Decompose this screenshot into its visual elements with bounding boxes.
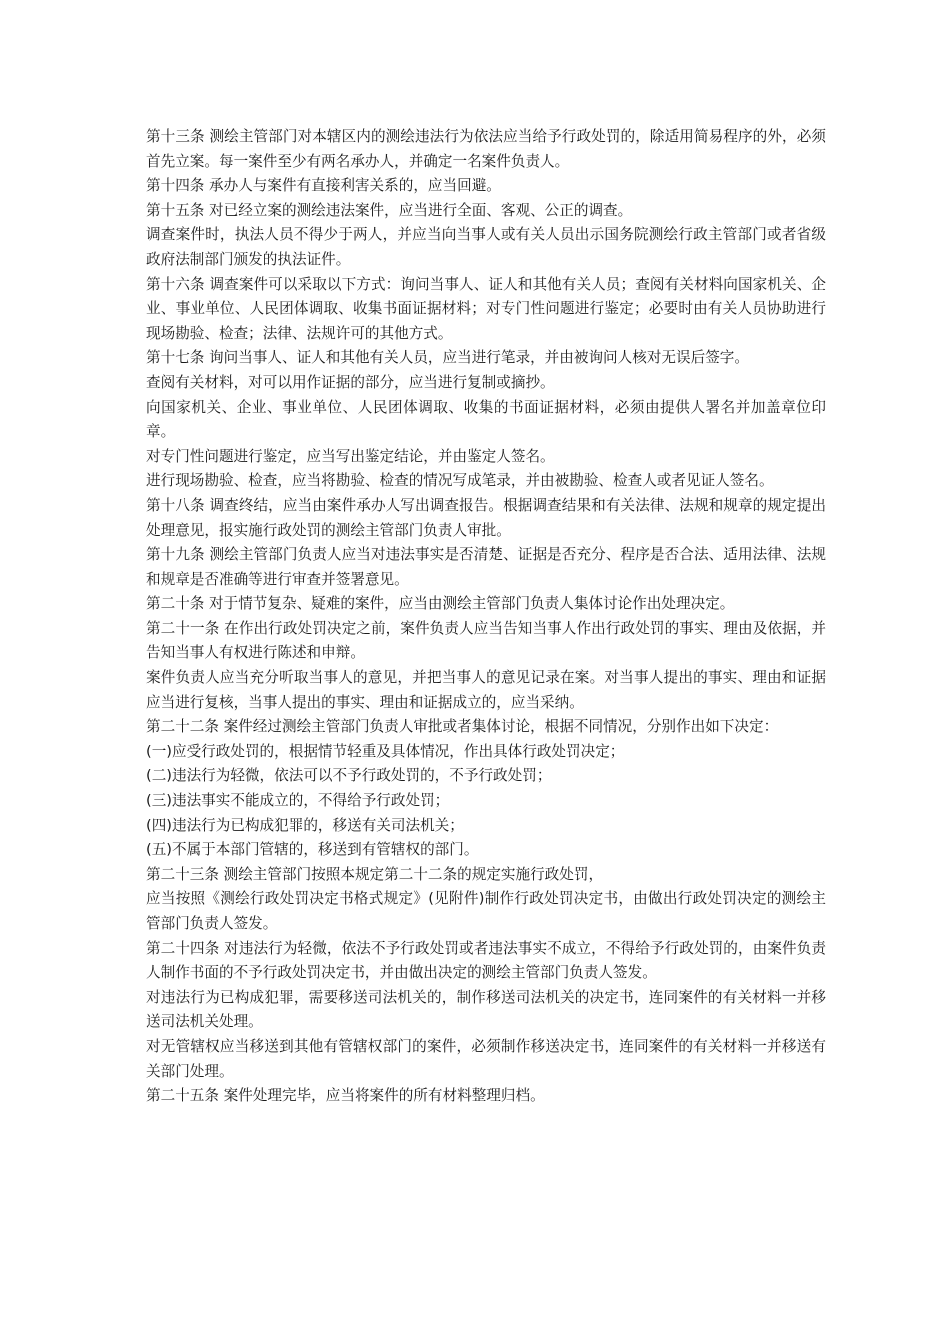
paragraph: 第十五条 对已经立案的测绘违法案件，应当进行全面、客观、公正的调查。 bbox=[146, 201, 633, 219]
paragraph: 调查案件时，执法人员不得少于两人，并应当向当事人或有关人员出示国务院测绘行政主管部门或者省级政府法制部门颁发的执法证件。 bbox=[146, 226, 826, 268]
paragraph: 第十四条 承办人与案件有直接利害关系的，应当回避。 bbox=[146, 177, 501, 195]
paragraph: 第二十条 对于情节复杂、疑难的案件，应当由测绘主管部门负责人集体讨论作出处理决定。 bbox=[146, 595, 735, 613]
paragraph: 对无管辖权应当移送到其他有管辖权部门的案件，必须制作移送决定书，连同案件的有关材料一并移送有关部门处理。 bbox=[146, 1037, 826, 1080]
list-item: (四)违法行为已构成犯罪的，移送有关司法机关； bbox=[146, 816, 464, 834]
list-item: (五)不属于本部门管辖的，移送到有管辖权的部门。 bbox=[146, 841, 479, 859]
paragraph: 查阅有关材料，对可以用作证据的部分，应当进行复制或摘抄。 bbox=[146, 373, 555, 391]
paragraph: 第二十三条 测绘主管部门按照本规定第二十二条的规定实施行政处罚， bbox=[146, 865, 604, 883]
paragraph: 第十三条 测绘主管部门对本辖区内的测绘违法行为依法应当给予行政处罚的，除适用简易程序的外，必须首先立案。每一案件至少有两名承办人，并确定一名案件负责人。 bbox=[146, 128, 826, 170]
paragraph: 第二十五条 案件处理完毕，应当将案件的所有材料整理归档。 bbox=[146, 1087, 545, 1105]
paragraph: 案件负责人应当充分听取当事人的意见，并把当事人的意见记录在案。对当事人提出的事实、理由和证据应当进行复核，当事人提出的事实、理由和证据成立的，应当采纳。 bbox=[146, 669, 826, 711]
document-body bbox=[146, 125, 826, 1109]
paragraph: 对违法行为已构成犯罪，需要移送司法机关的，制作移送司法机关的决定书，连同案件的有关材料一并移送司法机关处理。 bbox=[146, 988, 826, 1031]
paragraph: 应当按照《测绘行政处罚决定书格式规定》(见附件)制作行政处罚决定书，由做出行政处罚决定的测绘主管部门负责人签发。 bbox=[146, 890, 826, 932]
paragraph: 第二十二条 案件经过测绘主管部门负责人审批或者集体讨论，根据不同情况，分别作出如下决定： bbox=[146, 718, 779, 736]
list-item: (三)违法事实不能成立的，不得给予行政处罚； bbox=[146, 792, 450, 810]
list-item: (二)违法行为轻微，依法可以不予行政处罚的，不予行政处罚； bbox=[146, 767, 552, 785]
list-item: (一)应受行政处罚的，根据情节轻重及具体情况，作出具体行政处罚决定； bbox=[146, 742, 625, 760]
paragraph: 向国家机关、企业、事业单位、人民团体调取、收集的书面证据材料，必须由提供人署名并加盖章位印章。 bbox=[146, 398, 826, 441]
paragraph: 对专门性问题进行鉴定，应当写出鉴定结论，并由鉴定人签名。 bbox=[146, 447, 555, 465]
paragraph: 第十九条 测绘主管部门负责人应当对违法事实是否清楚、证据是否充分、程序是否合法、适用法律、法规和规章是否准确等进行审查并签署意见。 bbox=[146, 546, 826, 588]
paragraph: 进行现场勘验、检查，应当将勘验、检查的情况写成笔录，并由被勘验、检查人或者见证人签名。 bbox=[146, 472, 774, 490]
paragraph: 第二十四条 对违法行为轻微，依法不予行政处罚或者违法事实不成立，不得给予行政处罚的，由案件负责人制作书面的不予行政处罚决定书，并由做出决定的测绘主管部门负责人签发。 bbox=[146, 939, 826, 982]
paragraph: 第二十一条 在作出行政处罚决定之前，案件负责人应当告知当事人作出行政处罚的事实、理由及依据，并告知当事人有权进行陈述和申辩。 bbox=[146, 619, 826, 662]
paragraph: 第十八条 调查终结，应当由案件承办人写出调查报告。根据调查结果和有关法律、法规和规章的规定提出处理意见，报实施行政处罚的测绘主管部门负责人审批。 bbox=[146, 496, 826, 539]
paragraph: 第十七条 询问当事人、证人和其他有关人员，应当进行笔录，并由被询问人核对无误后签字。 bbox=[146, 349, 749, 367]
paragraph: 第十六条 调查案件可以采取以下方式：询问当事人、证人和其他有关人员；查阅有关材料向国家机关、企业、事业单位、人民团体调取、收集书面证据材料；对专门性问题进行鉴定；必要时由有关人员协助进行现场勘验、检查；法律、法规许可的其他方式。 bbox=[146, 275, 826, 342]
